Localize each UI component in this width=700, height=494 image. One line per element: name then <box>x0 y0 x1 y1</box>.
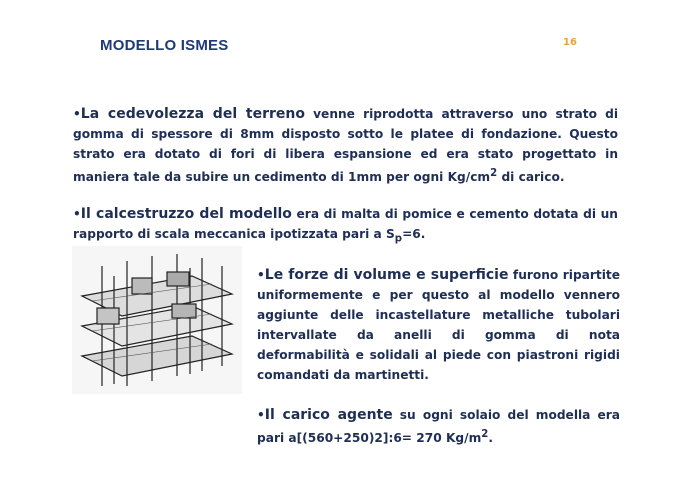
model-figure <box>72 246 242 394</box>
page-number: 16 <box>563 37 577 48</box>
paragraph-text: furono ripartite uniformemente e per questo al modello vennero aggiunte delle incastellature metalliche tubolari intervallate da anelli di gomma di nota deformabilità e solidali al piede con piastroni rigidi comandati da martinetti. <box>257 268 620 382</box>
slide-title: MODELLO ISMES <box>100 37 229 54</box>
bullet: • <box>73 207 81 221</box>
paragraph-highlight: Le forze di volume e superficie <box>264 267 509 283</box>
paragraph-tail: . <box>488 431 493 446</box>
paragraph-text: su ogni solaio del modella era pari a[(560+250)2]:6= 270 Kg/m <box>257 408 620 446</box>
paragraph-highlight: Il carico agente <box>264 407 393 423</box>
bullet: • <box>73 107 81 121</box>
paragraph-concrete <box>73 204 618 249</box>
paragraph-text: era di malta di pomice e cemento dotata di un rapporto di scala meccanica ipotizzata pari a S <box>73 207 618 241</box>
paragraph-text: venne riprodotta attraverso uno strato di gomma di spessore di 8mm disposto sotto le platee di fondazione. Questo strato era dotato di fori di libera espansione ed era stato progettato in maniera tale da subire un cedimento di 1mm per ogni Kg/cm <box>73 107 618 185</box>
paragraph-forces <box>257 265 620 385</box>
superscript: 2 <box>481 429 489 440</box>
paragraph-soil-compliance <box>73 104 618 187</box>
paragraph-tail: di carico. <box>497 170 565 185</box>
paragraph-highlight: Il calcestruzzo del modello <box>80 206 292 222</box>
structural-model-sketch-icon <box>72 246 242 394</box>
subscript: p <box>394 233 403 245</box>
superscript: 2 <box>490 168 498 179</box>
paragraph-load <box>257 405 620 448</box>
bullet: • <box>257 268 265 282</box>
bullet: • <box>257 408 265 422</box>
paragraph-tail: =6. <box>402 227 426 241</box>
paragraph-highlight: La cedevolezza del terreno <box>80 106 305 122</box>
